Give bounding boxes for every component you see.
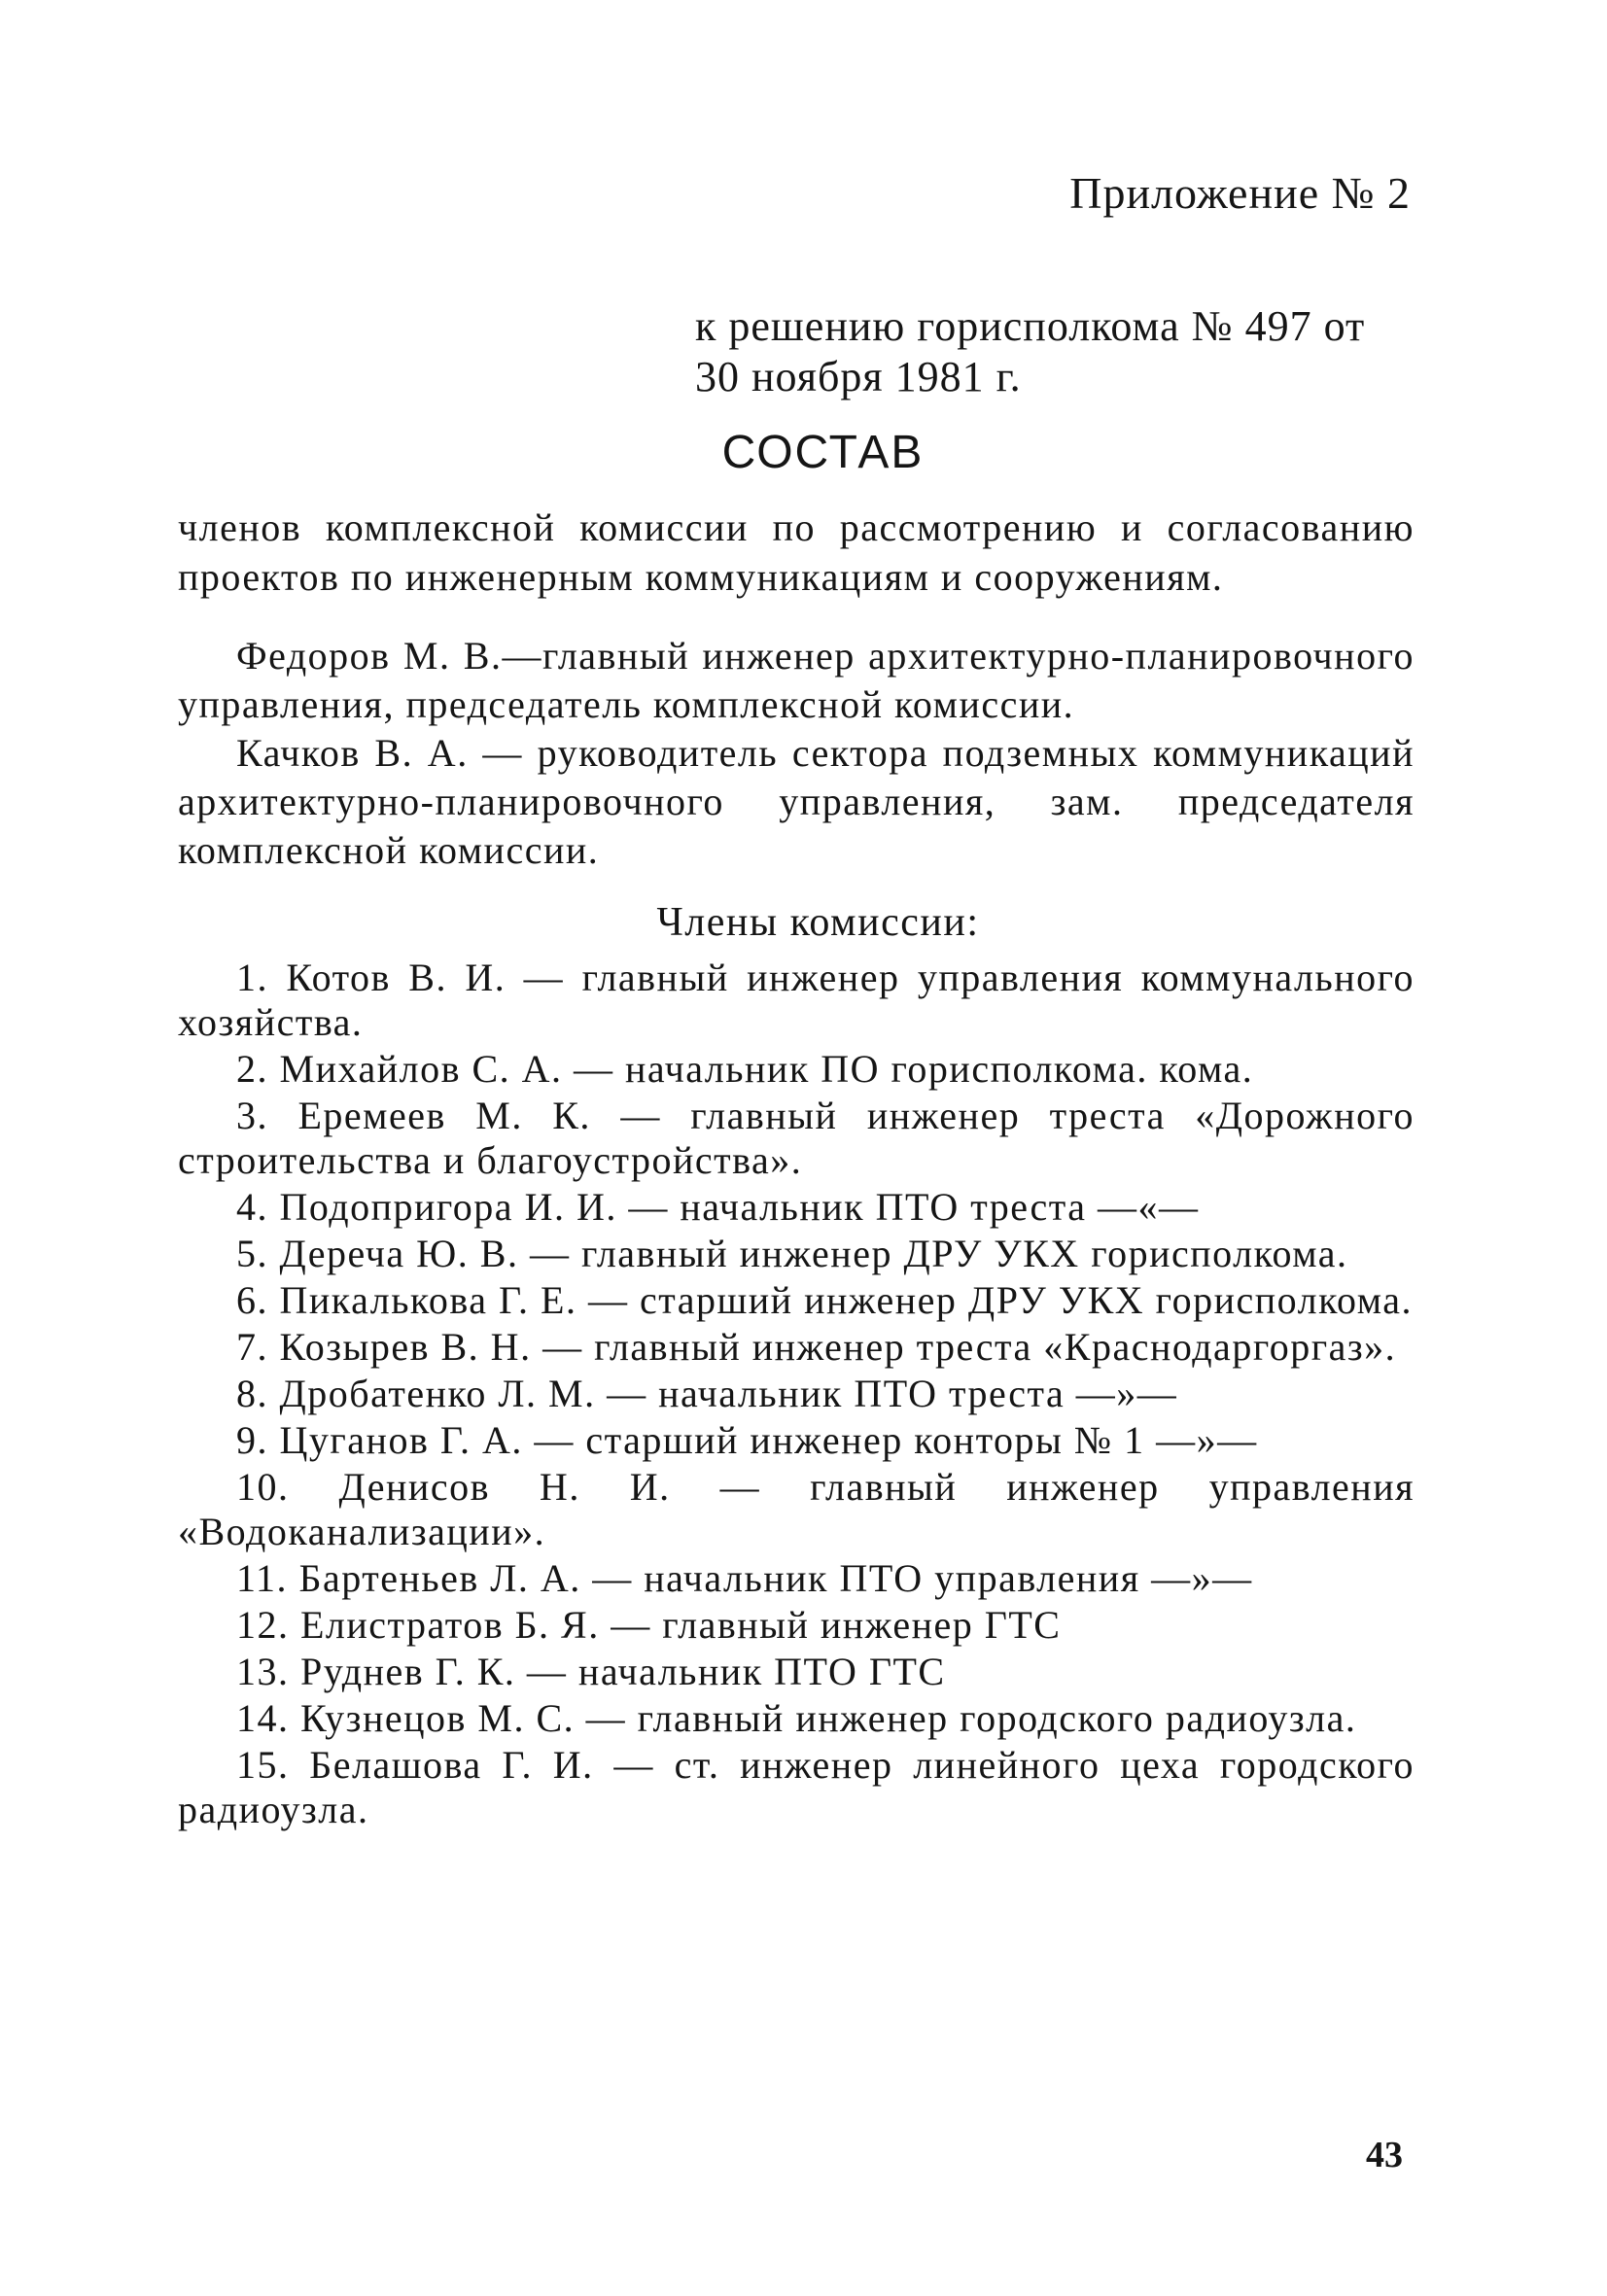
- member-number: 15.: [236, 1743, 290, 1787]
- list-item: [178, 956, 1415, 1045]
- member-text: Цуганов Г. А. — старший инженер конторы № 1 —»—: [279, 1418, 1258, 1462]
- member-text: Денисов Н. И. — главный инженер управления «Водоканализации».: [178, 1465, 1415, 1553]
- document-title: СОСТАВ: [721, 427, 925, 478]
- leader-chairman: Федоров М. В.—главный инженер архитектурно-планировочного управления, председатель комплексной комиссии.: [178, 634, 1415, 726]
- list-item: [178, 1465, 1415, 1554]
- member-text: Еремеев М. К. — главный инженер треста «Дорожного строительства и благоустройства».: [178, 1094, 1415, 1182]
- member-text: Пикалькова Г. Е. — старший инженер ДРУ УКХ горисполкома.: [279, 1278, 1414, 1322]
- member-number: 6.: [236, 1278, 268, 1322]
- member-text: Козырев В. Н. — главный инженер треста «Краснодаргоргаз».: [279, 1325, 1397, 1369]
- commission-leaders: [178, 632, 1415, 875]
- list-item: [178, 1696, 1415, 1741]
- member-text: Михайлов С. А. — начальник ПО горисполкома. кома.: [279, 1047, 1254, 1091]
- member-number: 11.: [236, 1556, 289, 1600]
- list-item: [178, 1650, 1415, 1694]
- annex-label: Приложение № 2: [1069, 168, 1411, 218]
- decision-reference-line-2: 30 ноября 1981 г.: [695, 353, 1022, 400]
- member-text: Кузнецов М. С. — главный инженер городского радиоузла.: [300, 1696, 1357, 1740]
- list-item: [178, 1232, 1415, 1276]
- list-item: [178, 1418, 1415, 1463]
- list-item: [178, 1603, 1415, 1648]
- member-number: 9.: [236, 1418, 268, 1462]
- member-text: Руднев Г. К. — начальник ПТО ГТС: [300, 1650, 946, 1693]
- list-item: [178, 1185, 1415, 1230]
- member-text: Белашова Г. И. — ст. инженер линейного цеха городского радиоузла.: [178, 1743, 1415, 1831]
- member-number: 4.: [236, 1185, 268, 1229]
- list-item: [178, 1278, 1415, 1323]
- member-number: 8.: [236, 1372, 268, 1415]
- list-item: [178, 1094, 1415, 1183]
- member-text: Подопригора И. И. — начальник ПТО треста —«—: [279, 1185, 1200, 1229]
- list-item: [178, 1372, 1415, 1416]
- member-number: 7.: [236, 1325, 268, 1369]
- decision-reference: [695, 301, 1424, 402]
- list-item: [178, 1556, 1415, 1601]
- member-number: 2.: [236, 1047, 268, 1091]
- member-text: Котов В. И. — главный инженер управления коммунального хозяйства.: [178, 956, 1415, 1044]
- member-number: 3.: [236, 1094, 268, 1137]
- page-number: 43: [1366, 2135, 1403, 2175]
- list-item: [178, 1047, 1415, 1092]
- member-text: Дробатенко Л. М. — начальник ПТО треста —»—: [279, 1372, 1178, 1415]
- member-number: 1.: [236, 956, 268, 999]
- member-number: 10.: [236, 1465, 290, 1509]
- document-subtitle: членов комплексной комиссии по рассмотрению и согласованию проектов по инженерным коммуникациям и сооружениям.: [178, 505, 1415, 599]
- members-heading: Члены комиссии:: [656, 900, 980, 945]
- members-list: [178, 956, 1415, 1834]
- leader-deputy-chairman: Качков В. А. — руководитель сектора подземных коммуникаций архитектурно-планировочного управления, зам. председателя комплексной комиссии.: [178, 731, 1415, 872]
- decision-reference-line-1: к решению горисполкома № 497 от: [695, 302, 1366, 350]
- member-text: Елистратов Б. Я. — главный инженер ГТС: [300, 1603, 1062, 1647]
- list-item: [178, 1743, 1415, 1832]
- list-item: [178, 1325, 1415, 1370]
- member-number: 5.: [236, 1232, 268, 1275]
- member-number: 14.: [236, 1696, 290, 1740]
- member-text: Дереча Ю. В. — главный инженер ДРУ УКХ горисполкома.: [279, 1232, 1348, 1275]
- member-number: 13.: [236, 1650, 290, 1693]
- member-text: Бартеньев Л. А. — начальник ПТО управления —»—: [298, 1556, 1253, 1600]
- member-number: 12.: [236, 1603, 290, 1647]
